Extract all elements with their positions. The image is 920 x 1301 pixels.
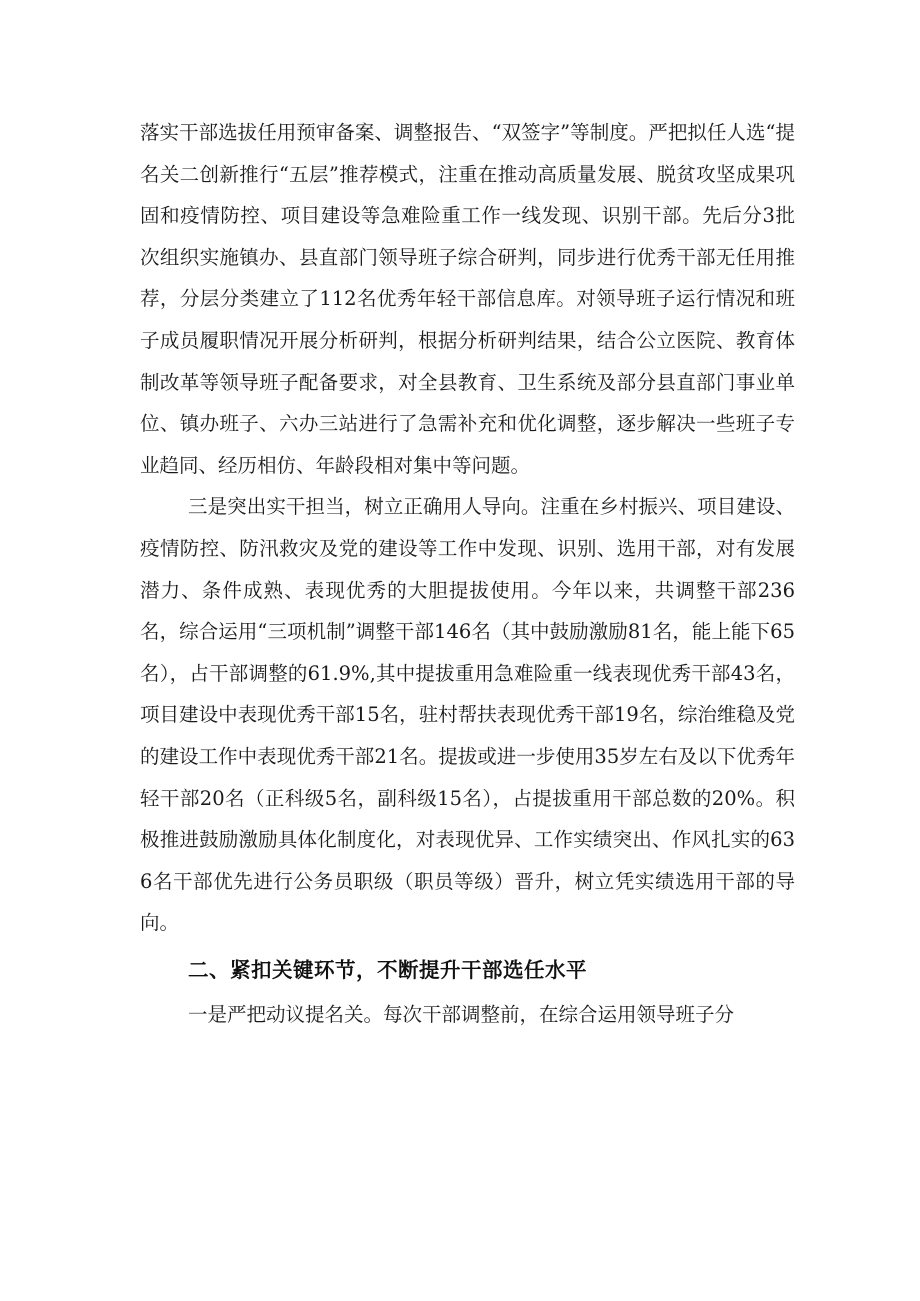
paragraph-1: 落实干部选拔任用预审备案、调整报告、“双签字”等制度。严把拟任人选“提名关二创新推行“五层”推荐模式，注重在推动高质量发展、脱贫攻坚成果巩固和疫情防控、项目建设等急难险重工作一线发现、识别干部。先后分3批次组织实施镇办、县直部门领导班子综合研判，同步进行优秀干部无任用推荐，分层分类建立了112名优秀年轻干部信息库。对领导班子运行情况和班子成员履职情况开展分析研判，根据分析研判结果，结合公立医院、教育体制改革等领导班子配备要求，对全县教育、卫生系统及部分县直部门事业单位、镇办班子、六办三站进行了急需补充和优化调整，逐步解决一些班子专业趋同、经历相仿、年龄段相对集中等问题。 bbox=[140, 121, 795, 477]
paragraph-3: 一是严把动议提名关。每次干部调整前，在综合运用领导班子分 bbox=[188, 1002, 735, 1026]
document-page bbox=[140, 112, 795, 1035]
section-heading: 二、紧扣关键环节，不断提升干部选任水平 bbox=[188, 957, 587, 982]
paragraph-2: 三是突出实干担当，树立正确用人导向。注重在乡村振兴、项目建设、疫情防控、防汛救灾及党的建设等工作中发现、识别、选用干部，对有发展潜力、条件成熟、表现优秀的大胆提拔使用。今年以来，共调整干部236名，综合运用“三项机制”调整干部146名（其中鼓励激励81名，能上能下65名），占干部调整的61.9%,其中提拔重用急难险重一线表现优秀干部43名，项目建设中表现优秀干部15名，驻村帮扶表现优秀干部19名，综治维稳及党的建设工作中表现优秀干部21名。提拔或进一步使用35岁左右及以下优秀年轻干部20名（正科级5名，副科级15名），占提拔重用干部总数的20%。积极推进鼓励激励具体化制度化，对表现优异、工作实绩突出、作风扎实的636名干部优先进行公务员职级（职员等级）晋升，树立凭实绩选用干部的导向。 bbox=[140, 495, 795, 935]
